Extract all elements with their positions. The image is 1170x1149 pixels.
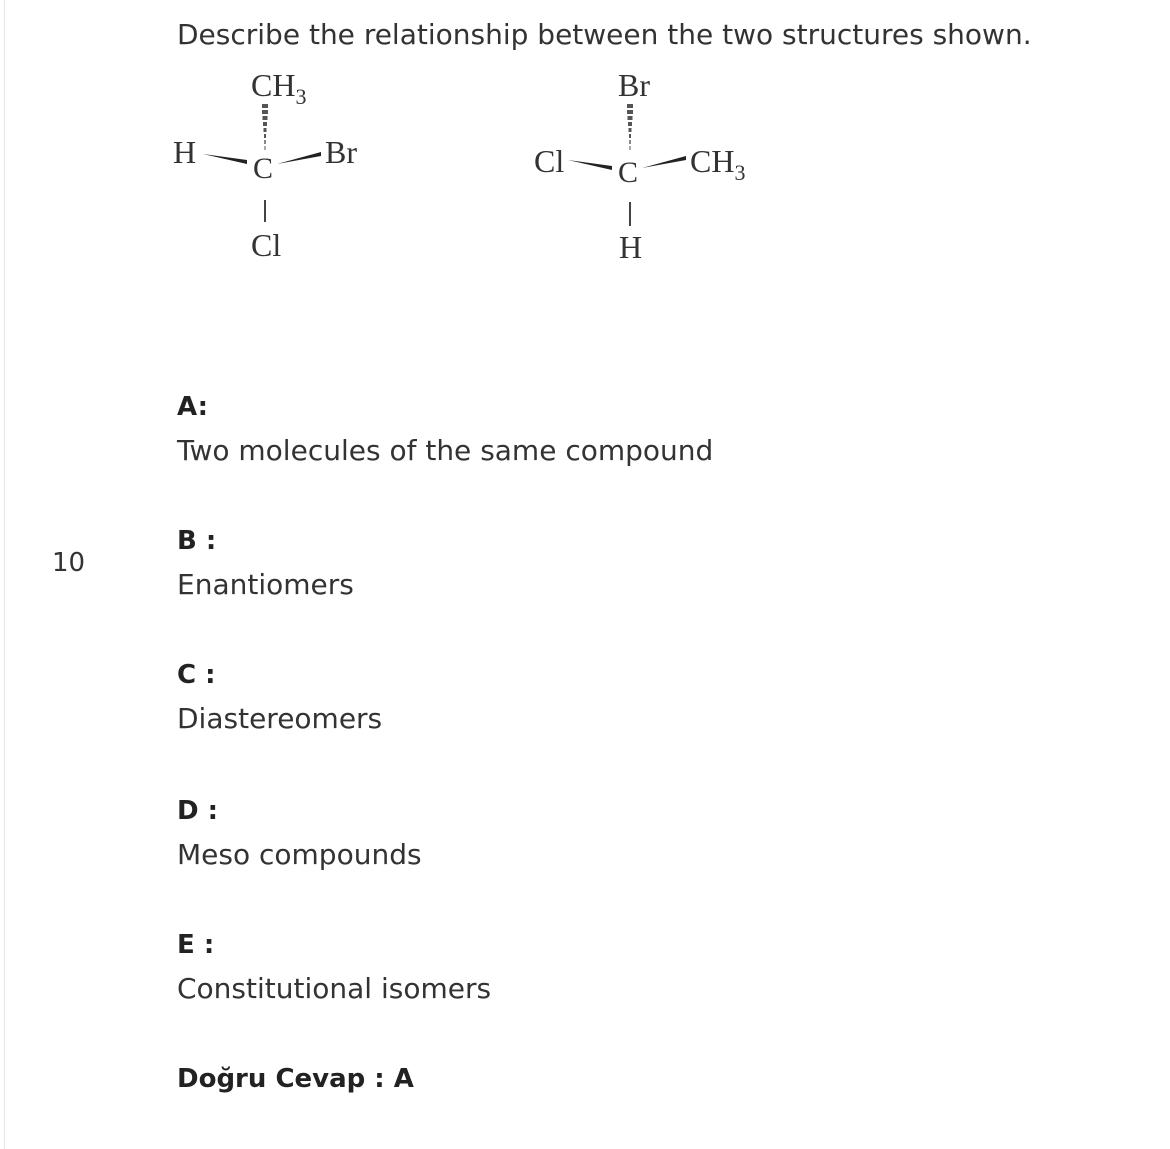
mol1-right-atom: Br: [325, 134, 357, 170]
mol2-right-group: $CH_3$: [690, 143, 746, 185]
option-c-text: Diastereomers: [177, 702, 383, 735]
option-d-label: D :: [177, 796, 219, 826]
mol2-left-wedge: [568, 160, 612, 170]
molecule-2-structure: [530, 60, 790, 270]
mol1-center-atom: C: [253, 152, 274, 185]
option-b-text: Enantiomers: [177, 568, 354, 601]
mol2-right-wedge: [642, 156, 686, 168]
mol2-bottom-atom: H: [619, 229, 643, 265]
mol1-left-atom: H: [173, 134, 197, 170]
mol2-center-atom: C: [618, 156, 639, 189]
correct-answer: Doğru Cevap : A: [177, 1064, 414, 1094]
mol1-bottom-atom: Cl: [251, 227, 282, 263]
option-e-text: Constitutional isomers: [177, 972, 492, 1005]
option-d-text: Meso compounds: [177, 838, 422, 871]
question-text: Describe the relationship between the two structures shown.: [177, 18, 1032, 51]
mol1-left-wedge: [203, 154, 247, 164]
molecule-1-structure: [165, 60, 385, 270]
mol1-right-wedge: [277, 152, 321, 164]
option-b-label: B :: [177, 526, 217, 556]
mol2-top-atom: Br: [618, 67, 650, 103]
option-a-label: A:: [177, 392, 209, 422]
left-border: [4, 0, 5, 1149]
option-e-label: E :: [177, 930, 215, 960]
mol2-left-atom: Cl: [534, 143, 565, 179]
option-a-text: Two molecules of the same compound: [177, 434, 714, 467]
question-number: 10: [52, 548, 86, 578]
mol1-top-group: $CH_3$: [251, 67, 307, 109]
option-c-label: C :: [177, 660, 216, 690]
